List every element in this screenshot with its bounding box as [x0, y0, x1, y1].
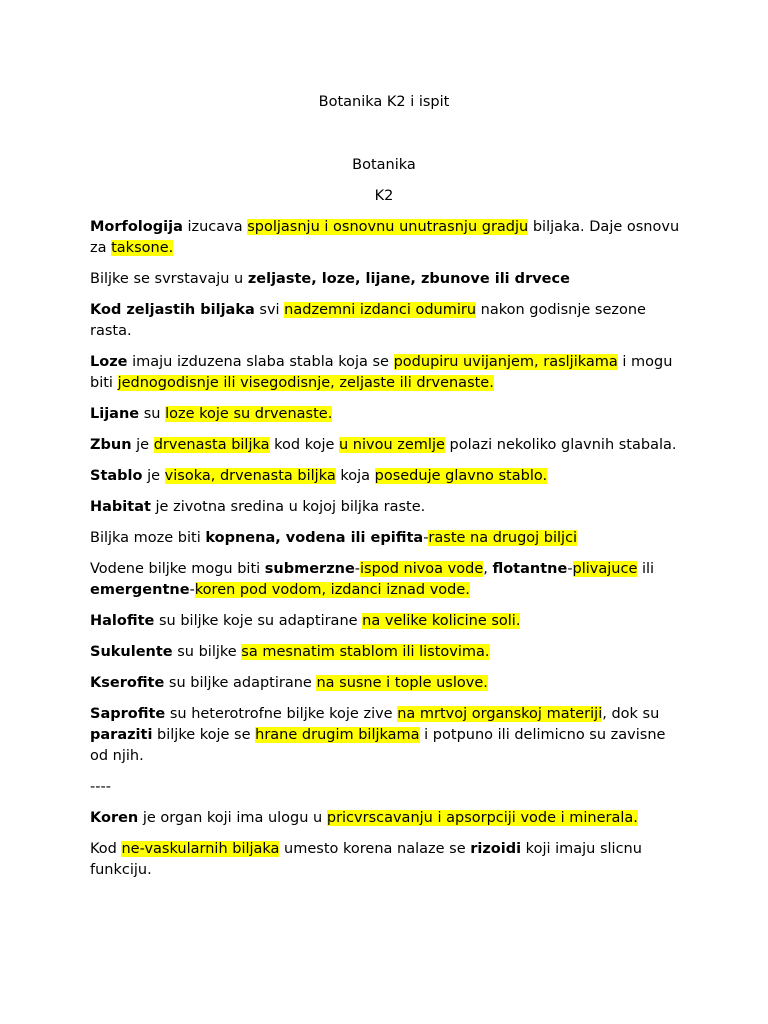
text-run: Biljke se svrstavaju u	[90, 271, 248, 287]
paragraph	[90, 528, 680, 549]
paragraph	[90, 673, 680, 694]
paragraph	[90, 808, 680, 829]
document-body	[90, 217, 680, 891]
bold-term: Loze	[90, 354, 128, 370]
highlighted-text: koren pod vodom, izdanci iznad vode.	[194, 582, 470, 598]
highlighted-text: na susne i tople uslove.	[316, 675, 488, 691]
highlighted-text: na mrtvoj organskoj materiji	[397, 706, 603, 722]
highlighted-text: taksone.	[111, 240, 174, 256]
highlighted-text: loze koje su drvenaste.	[165, 406, 333, 422]
highlighted-text: raste na drugoj biljci	[428, 530, 578, 546]
bold-term: zeljaste, loze, lijane, zbunove ili drvece	[247, 271, 570, 287]
paragraph	[90, 404, 680, 425]
paragraph	[90, 497, 680, 518]
highlighted-text: jednogodisnje ili visegodisnje, zeljaste ili drvenaste.	[117, 375, 494, 391]
bold-term: Stablo	[90, 468, 143, 484]
highlighted-text: spoljasnju i osnovnu unutrasnju gradju	[247, 219, 529, 235]
text-run: ,	[483, 561, 493, 577]
highlighted-text: sa mesnatim stablom ili listovima.	[241, 644, 490, 660]
text-run: su	[139, 406, 166, 422]
text-run: imaju izduzena slaba stabla koja se	[127, 354, 394, 370]
paragraph	[90, 269, 680, 290]
bold-term: Kserofite	[90, 675, 165, 691]
bold-term: Morfologija	[90, 219, 183, 235]
text-run: -	[567, 561, 573, 577]
highlighted-text: drvenasta biljka	[153, 437, 270, 453]
text-run: i mogu biti	[90, 354, 673, 391]
text-run: , dok su	[602, 706, 660, 722]
paragraph	[90, 217, 680, 259]
paragraph	[90, 611, 680, 632]
bold-term: Koren	[90, 810, 139, 826]
text-run: Biljka moze biti	[90, 530, 206, 546]
highlighted-text: hrane drugim biljkama	[255, 727, 420, 743]
highlighted-text: u nivou zemlje	[339, 437, 445, 453]
bold-term: Habitat	[90, 499, 151, 515]
bold-term: kopnena, vodena ili epifita	[205, 530, 424, 546]
text-run: -	[423, 530, 429, 546]
bold-term: emergentne	[90, 582, 190, 598]
text-run: i potpuno ili delimicno su zavisne od njih.	[90, 727, 666, 764]
text-run: je	[131, 437, 154, 453]
bold-term: flotantne	[492, 561, 568, 577]
paragraph	[90, 704, 680, 767]
highlighted-text: na velike kolicine soli.	[362, 613, 521, 629]
text-run: ili	[637, 561, 655, 577]
text-run: je	[142, 468, 165, 484]
section-subtitle: K2	[374, 188, 394, 204]
highlighted-text: visoka, drvenasta biljka	[164, 468, 336, 484]
paragraph	[90, 300, 680, 342]
text-run: su biljke adaptirane	[164, 675, 317, 691]
text-run: su heterotrofne biljke koje zive	[165, 706, 398, 722]
highlighted-text: ispod nivoa vode	[360, 561, 484, 577]
paragraph	[90, 642, 680, 663]
text-run: koji imaju slicnu funkciju.	[90, 841, 642, 878]
text-run: -	[354, 561, 361, 577]
text-run: umesto korena nalaze se	[279, 841, 471, 857]
bold-term: Saprofite	[90, 706, 166, 722]
text-run: je organ koji ima ulogu u	[138, 810, 327, 826]
text-run: Vodene biljke mogu biti	[90, 561, 265, 577]
text-run: izucava	[182, 219, 248, 235]
bold-term: Sukulente	[90, 644, 173, 660]
text-run: -	[189, 582, 195, 598]
highlighted-text: podupiru uvijanjem, rasljikama	[393, 354, 618, 370]
paragraph	[90, 435, 680, 456]
text-run: biljke koje se	[152, 727, 256, 743]
paragraph	[90, 777, 680, 798]
paragraph	[90, 839, 680, 881]
text-run: su biljke koje su adaptirane	[154, 613, 363, 629]
section-title: Botanika	[352, 157, 416, 173]
highlighted-text: ne-vaskularnih biljaka	[121, 841, 280, 857]
text-run: su biljke	[172, 644, 242, 660]
text-run: svi	[254, 302, 285, 318]
text-run: biljaka. Daje osnovu za	[90, 219, 680, 256]
highlighted-text: poseduje glavno stablo.	[374, 468, 548, 484]
bold-term: submerzne	[264, 561, 355, 577]
text-run: polazi nekoliko glavnih stabala.	[444, 437, 677, 453]
highlighted-text: nadzemni izdanci odumiru	[284, 302, 477, 318]
bold-term: Kod zeljastih biljaka	[90, 302, 255, 318]
text-run: koja	[335, 468, 375, 484]
text-run: kod koje	[269, 437, 339, 453]
bold-term: paraziti	[90, 727, 153, 743]
bold-term: Lijane	[90, 406, 140, 422]
text-run: nakon godisnje sezone rasta.	[90, 302, 646, 339]
highlighted-text: pricvrscavanju i apsorpciji vode i minerala.	[326, 810, 638, 826]
paragraph	[90, 466, 680, 487]
text-run: je zivotna sredina u kojoj biljka raste.	[150, 499, 426, 515]
paragraph	[90, 559, 680, 601]
highlighted-text: plivajuce	[572, 561, 638, 577]
text-run: Kod	[90, 841, 122, 857]
paragraph	[90, 352, 680, 394]
bold-term: rizoidi	[470, 841, 522, 857]
bold-term: Halofite	[90, 613, 155, 629]
document-title: Botanika K2 i ispit	[318, 94, 450, 110]
text-run: ----	[90, 779, 111, 795]
bold-term: Zbun	[90, 437, 132, 453]
